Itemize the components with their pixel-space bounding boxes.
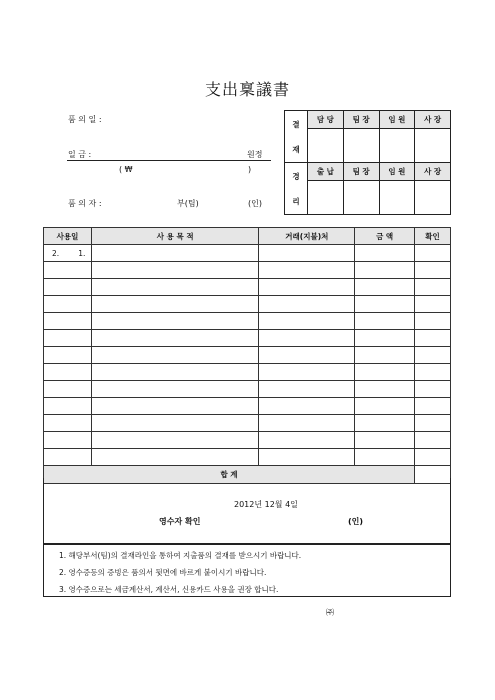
table-cell[interactable] — [259, 415, 355, 432]
approval-side-char: 결 — [292, 119, 300, 129]
note-item: 1. 해당부서(팀)의 결재라인을 통하여 지출품의 결재를 받으시기 바랍니다. — [59, 551, 302, 560]
table-row — [44, 330, 451, 347]
table-row — [44, 415, 451, 432]
table-row — [44, 364, 451, 381]
table-cell[interactable] — [355, 398, 415, 415]
header-amount: 금 액 — [355, 228, 415, 245]
table-cell[interactable] — [415, 279, 451, 296]
table-cell[interactable] — [415, 381, 451, 398]
approval-sign-cell[interactable] — [379, 129, 415, 163]
table-cell[interactable] — [44, 296, 92, 313]
table-cell[interactable] — [355, 381, 415, 398]
table-row — [44, 296, 451, 313]
table-cell[interactable] — [44, 313, 92, 330]
table-cell[interactable] — [259, 313, 355, 330]
seal-label: (인) — [248, 199, 262, 208]
table-row — [44, 245, 451, 262]
table-cell[interactable] — [259, 279, 355, 296]
table-cell[interactable] — [415, 449, 451, 466]
table-row — [44, 262, 451, 279]
approval-header-cell: 담 당 — [308, 111, 344, 129]
table-cell[interactable] — [44, 279, 92, 296]
notes-box — [43, 544, 451, 597]
table-cell[interactable] — [415, 296, 451, 313]
table-row — [44, 432, 451, 449]
table-cell[interactable] — [415, 347, 451, 364]
table-cell[interactable] — [259, 381, 355, 398]
header-vendor: 거래(지불)처 — [259, 228, 355, 245]
table-cell[interactable] — [415, 432, 451, 449]
won-open: ( ₩ — [119, 165, 133, 174]
table-cell[interactable] — [91, 381, 259, 398]
accounting-header-cell: 팀 장 — [343, 163, 379, 181]
accounting-side-label — [285, 163, 308, 215]
table-cell[interactable] — [91, 347, 259, 364]
table-cell[interactable] — [91, 398, 259, 415]
accounting-header-cell: 출 납 — [308, 163, 344, 181]
table-cell[interactable] — [259, 330, 355, 347]
approval-header-cell: 사 장 — [415, 111, 451, 129]
table-row — [44, 449, 451, 466]
table-cell[interactable] — [355, 279, 415, 296]
table-cell[interactable] — [415, 330, 451, 347]
table-cell[interactable] — [259, 432, 355, 449]
receiver-label: 영수자 확인 — [159, 517, 201, 526]
requester-label: 품 의 자 : — [68, 199, 102, 208]
table-cell[interactable] — [259, 449, 355, 466]
header-purpose: 사 용 목 적 — [91, 228, 259, 245]
approval-header-cell: 임 원 — [379, 111, 415, 129]
accounting-sign-cell[interactable] — [379, 181, 415, 215]
table-cell[interactable] — [91, 296, 259, 313]
table-cell[interactable] — [355, 313, 415, 330]
table-cell[interactable] — [44, 262, 92, 279]
table-cell[interactable] — [259, 262, 355, 279]
receiver-seal: (인) — [348, 517, 364, 526]
accounting-sign-cell[interactable] — [343, 181, 379, 215]
table-cell[interactable] — [91, 432, 259, 449]
table-cell[interactable] — [91, 313, 259, 330]
note-item: 3. 영수증으로는 세금계산서, 계산서, 신용카드 사용을 권장 합니다. — [59, 585, 279, 594]
table-cell[interactable] — [91, 415, 259, 432]
approval-sign-cell[interactable] — [308, 129, 344, 163]
table-cell[interactable] — [355, 364, 415, 381]
table-row — [44, 347, 451, 364]
table-cell[interactable] — [44, 347, 92, 364]
table-cell[interactable] — [355, 296, 415, 313]
table-cell[interactable] — [355, 245, 415, 262]
approval-side-char: 재 — [292, 144, 300, 154]
table-cell[interactable] — [44, 330, 92, 347]
header-date: 사용일 — [44, 228, 92, 245]
total-label: 합 계 — [44, 466, 415, 484]
amount-unit: 원정 — [247, 150, 263, 159]
approval-box — [284, 110, 451, 215]
table-cell[interactable] — [91, 449, 259, 466]
accounting-header-cell: 사 장 — [415, 163, 451, 181]
table-cell[interactable] — [91, 262, 259, 279]
company-mark: ㈜ — [326, 608, 334, 617]
table-cell[interactable] — [91, 245, 259, 262]
table-cell[interactable] — [415, 262, 451, 279]
table-cell[interactable] — [91, 364, 259, 381]
table-cell[interactable] — [415, 245, 451, 262]
table-cell[interactable] — [44, 415, 92, 432]
expense-table — [43, 227, 451, 484]
dept-label: 부(팀) — [177, 199, 199, 208]
receipt-date: 2012년 12월 4일 — [234, 500, 298, 509]
table-cell[interactable] — [415, 398, 451, 415]
table-cell[interactable] — [355, 449, 415, 466]
table-cell[interactable] — [44, 381, 92, 398]
table-cell[interactable] — [44, 398, 92, 415]
approval-header-cell: 팀 장 — [343, 111, 379, 129]
header-confirm: 확인 — [415, 228, 451, 245]
table-cell[interactable] — [415, 364, 451, 381]
table-row — [44, 279, 451, 296]
table-cell[interactable] — [415, 415, 451, 432]
table-cell[interactable] — [355, 262, 415, 279]
table-row — [44, 398, 451, 415]
table-cell[interactable] — [44, 449, 92, 466]
amount-underline — [67, 160, 271, 161]
table-cell[interactable] — [355, 415, 415, 432]
table-cell[interactable] — [259, 398, 355, 415]
receipt-box — [43, 478, 451, 544]
approval-sign-cell[interactable] — [415, 129, 451, 163]
table-cell[interactable] — [415, 313, 451, 330]
document-title: 支出稟議書 — [204, 80, 290, 99]
table-cell[interactable] — [91, 330, 259, 347]
request-date-label: 품 의 일 : — [68, 115, 102, 124]
table-cell[interactable] — [91, 279, 259, 296]
table-cell[interactable]: 2. 1. — [44, 245, 92, 262]
table-cell[interactable] — [259, 245, 355, 262]
table-cell[interactable] — [355, 432, 415, 449]
table-cell[interactable] — [355, 347, 415, 364]
table-cell[interactable] — [259, 296, 355, 313]
table-cell[interactable] — [259, 364, 355, 381]
accounting-side-char: 리 — [292, 196, 300, 206]
amount-label: 일 금 : — [68, 150, 92, 159]
won-close: ) — [248, 165, 252, 174]
table-cell[interactable] — [355, 330, 415, 347]
table-row — [44, 381, 451, 398]
table-cell[interactable] — [44, 364, 92, 381]
note-item: 2. 영수증등의 증빙은 품의서 뒷면에 바르게 붙이시기 바랍니다. — [59, 568, 267, 577]
approval-side-label — [285, 111, 308, 163]
accounting-header-cell: 임 원 — [379, 163, 415, 181]
table-cell[interactable] — [259, 347, 355, 364]
table-cell[interactable] — [44, 432, 92, 449]
table-row — [44, 313, 451, 330]
accounting-sign-cell[interactable] — [415, 181, 451, 215]
accounting-side-char: 경 — [292, 171, 300, 181]
approval-sign-cell[interactable] — [343, 129, 379, 163]
accounting-sign-cell[interactable] — [308, 181, 344, 215]
